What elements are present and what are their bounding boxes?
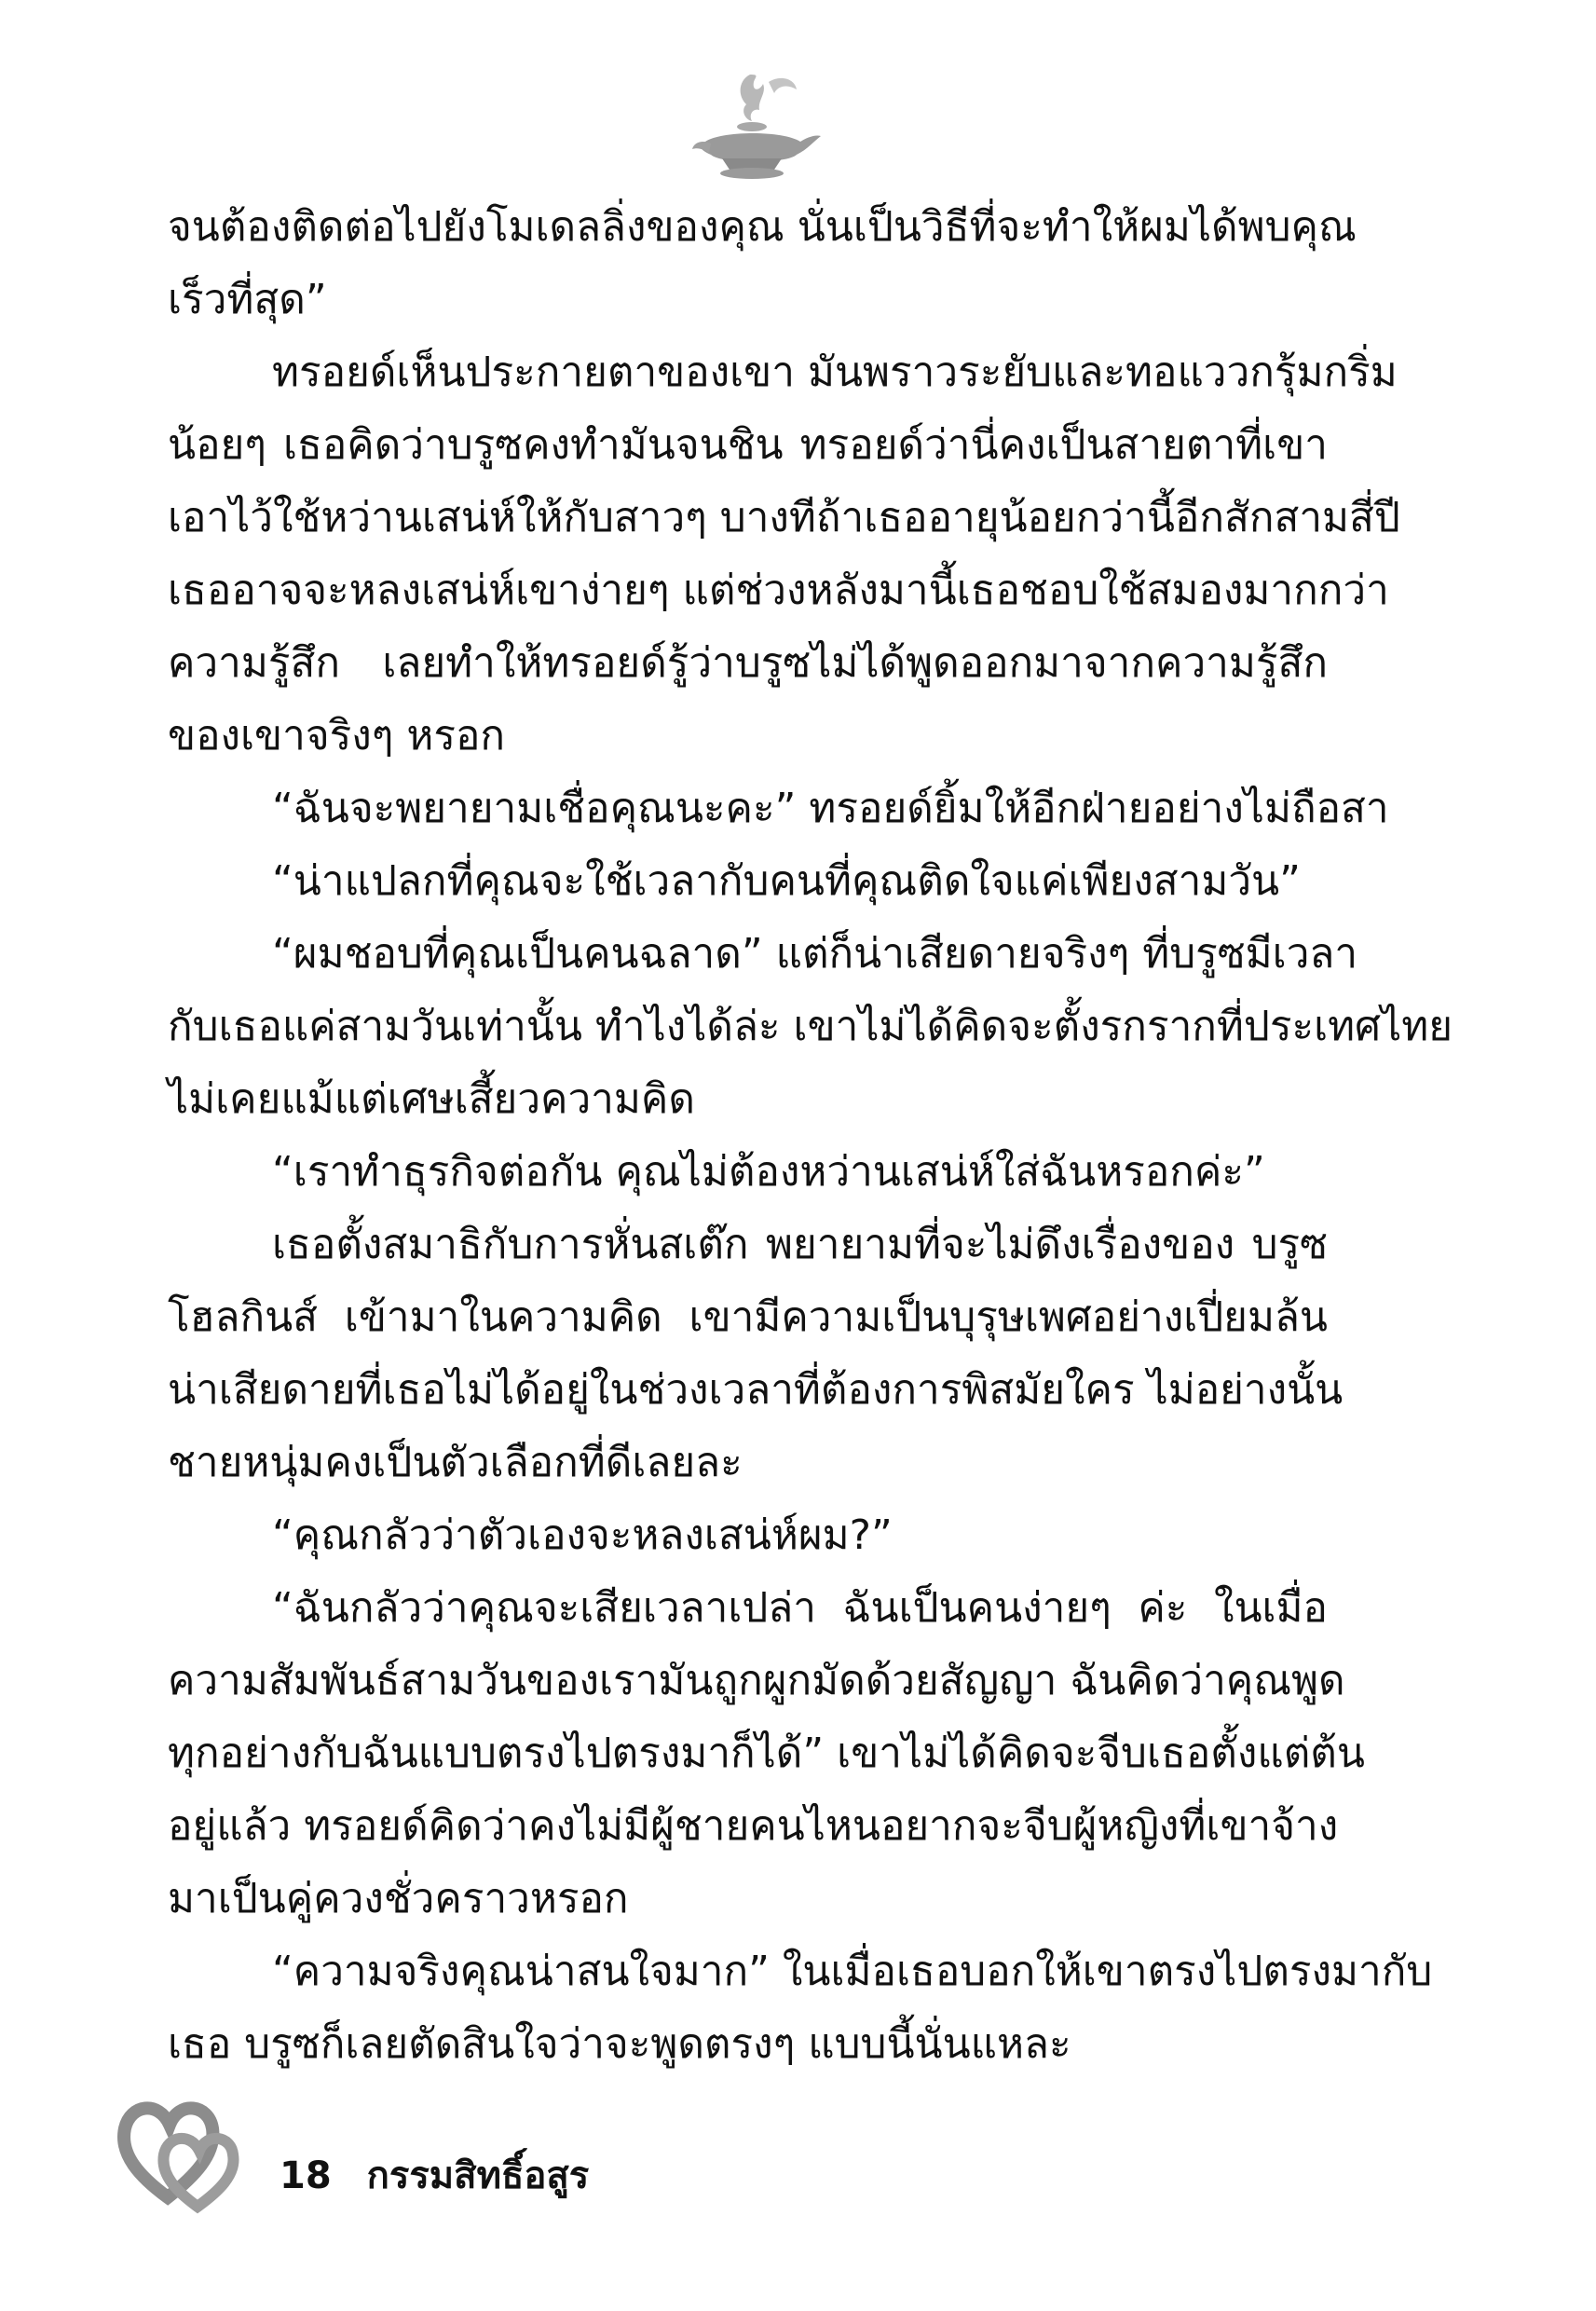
text-line: “เราทำธุรกิจต่อกัน คุณไม่ต้องหว่านเสน่ห์ใส่ฉันหรอกค่ะ” <box>272 1148 1265 1196</box>
footer-text <box>280 2145 589 2205</box>
text-line: เธอตั้งสมาธิกับการหั่นสเต๊ก พยายามที่จะไม่ดึงเรื่องของ บรูซ <box>272 1221 1328 1268</box>
text-line: ความสัมพันธ์สามวันของเรามันถูกผูกมัดด้วยสัญญา ฉันคิดว่าคุณพูด <box>168 1657 1345 1704</box>
book-title: กรรมสิทธิ์อสูร <box>366 2154 590 2197</box>
text-line: เร็วที่สุด” <box>168 276 327 323</box>
text-line: ของเขาจริงๆ หรอก <box>168 712 506 759</box>
text-line: กับเธอแค่สามวันเท่านั้น ทำไงได้ล่ะ เขาไม่ได้คิดจะตั้งรกรากที่ประเทศไทย <box>168 1003 1453 1050</box>
text-line: “น่าแปลกที่คุณจะใช้เวลากับคนที่คุณติดใจแค่เพียงสามวัน” <box>272 857 1301 905</box>
text-line: โฮลกินส์ เข้ามาในความคิด เขามีความเป็นบุรุษเพศอย่างเปี่ยมล้น <box>168 1293 1328 1341</box>
page-number: 18 <box>280 2154 332 2197</box>
text-line: มาเป็นคู่ควงชั่วคราวหรอก <box>168 1875 629 1922</box>
text-line: ชายหนุ่มคงเป็นตัวเลือกที่ดีเลยละ <box>168 1439 743 1486</box>
text-line: “ผมชอบที่คุณเป็นคนฉลาด” แต่ก็น่าเสียดายจริงๆ ที่บรูซมีเวลา <box>272 930 1358 978</box>
text-line: น้อยๆ เธอคิดว่าบรูซคงทำมันจนชิน ทรอยด์ว่านี่คงเป็นสายตาที่เขา <box>168 421 1328 469</box>
genie-lamp-icon <box>685 65 825 186</box>
text-line: เอาไว้ใช้หว่านเสน่ห์ให้กับสาวๆ บางทีถ้าเธออายุน้อยกว่านี้อีกสักสามสี่ปี <box>168 494 1400 541</box>
page-footer <box>112 2087 764 2227</box>
text-line: น่าเสียดายที่เธอไม่ได้อยู่ในช่วงเวลาที่ต้องการพิสมัยใคร ไม่อย่างนั้น <box>168 1366 1344 1414</box>
text-line: จนต้องติดต่อไปยังโมเดลลิ่งของคุณ นั่นเป็นวิธีที่จะทำให้ผมได้พบคุณ <box>168 203 1357 251</box>
text-line: ความรู้สึก เลยทำให้ทรอยด์รู้ว่าบรูซไม่ได้พูดออกมาจากความรู้สึก <box>168 639 1328 687</box>
text-line: ทรอยด์เห็นประกายตาของเขา มันพราวระยับและทอแววกรุ้มกริ่ม <box>272 349 1398 396</box>
text-line: ทุกอย่างกับฉันแบบตรงไปตรงมาก็ได้” เขาไม่ได้คิดจะจีบเธอตั้งแต่ต้น <box>168 1730 1365 1777</box>
text-line: “ฉันจะพยายามเชื่อคุณนะคะ” ทรอยด์ยิ้มให้อีกฝ่ายอย่างไม่ถือสา <box>272 785 1389 832</box>
text-line: ไม่เคยแม้แต่เศษเสี้ยวความคิด <box>168 1075 695 1123</box>
text-line: “ความจริงคุณน่าสนใจมาก” ในเมื่อเธอบอกให้เขาตรงไปตรงมากับ <box>272 1948 1433 1995</box>
text-line: อยู่แล้ว ทรอยด์คิดว่าคงไม่มีผู้ชายคนไหนอยากจะจีบผู้หญิงที่เขาจ้าง <box>168 1802 1339 1850</box>
body-text <box>168 191 1453 2081</box>
text-line: “ฉันกลัวว่าคุณจะเสียเวลาเปล่า ฉันเป็นคนง่ายๆ ค่ะ ในเมื่อ <box>272 1584 1328 1632</box>
text-line: “คุณกลัวว่าตัวเองจะหลงเสน่ห์ผม?” <box>272 1511 893 1559</box>
text-line: เธอ บรูซก็เลยตัดสินใจว่าจะพูดตรงๆ แบบนี้นั่นแหละ <box>168 2020 1071 2068</box>
hearts-icon <box>112 2087 252 2218</box>
text-line: เธออาจจะหลงเสน่ห์เขาง่ายๆ แต่ช่วงหลังมานี้เธอชอบใช้สมองมากกว่า <box>168 567 1389 614</box>
